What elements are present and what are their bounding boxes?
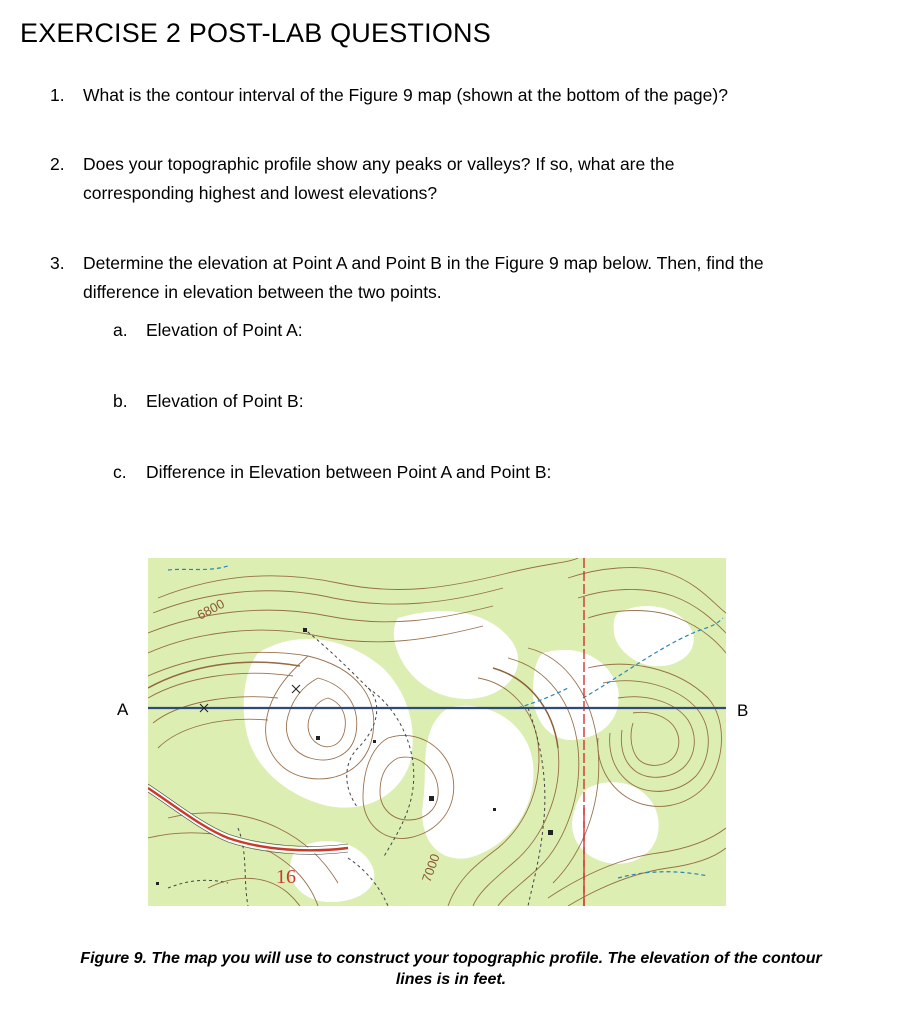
question-text-line: Does your topographic profile show any peaks or valleys? If so, what are the bbox=[83, 154, 675, 174]
question-text-line: Determine the elevation at Point A and Point B in the Figure 9 map below. Then, find the bbox=[83, 253, 764, 273]
point-a-label: A bbox=[117, 700, 129, 719]
subquestion-b bbox=[113, 391, 304, 412]
point-b-label: B bbox=[737, 701, 749, 720]
subquestion-letter: b. bbox=[113, 391, 128, 411]
caption-line: lines is in feet. bbox=[395, 971, 507, 988]
subquestion-a bbox=[113, 320, 303, 341]
question-number: 3. bbox=[50, 253, 65, 273]
subquestion-text: Elevation of Point B: bbox=[146, 391, 304, 411]
subquestion-letter: a. bbox=[113, 320, 128, 340]
subquestion-text: Difference in Elevation between Point A and Point B: bbox=[146, 462, 552, 482]
contour-label-6800: 6800 bbox=[194, 595, 227, 623]
topographic-map bbox=[148, 558, 726, 906]
contour-label-7000: 7000 bbox=[418, 851, 443, 885]
subquestion-letter: c. bbox=[113, 462, 127, 482]
page-title: EXERCISE 2 POST-LAB QUESTIONS bbox=[20, 18, 491, 48]
road-number-label: 16 bbox=[276, 866, 296, 888]
caption-line: Figure 9. The map you will use to construct your topographic profile. The elevation of the contour bbox=[80, 950, 822, 967]
question-text-line: corresponding highest and lowest elevations? bbox=[83, 183, 438, 203]
question-number: 1. bbox=[50, 85, 65, 105]
question-text-line: difference in elevation between the two points. bbox=[83, 282, 442, 302]
question-text: What is the contour interval of the Figure 9 map (shown at the bottom of the page)? bbox=[83, 85, 728, 105]
subquestion-c bbox=[113, 462, 551, 483]
subquestion-text: Elevation of Point A: bbox=[146, 320, 303, 340]
question-number: 2. bbox=[50, 154, 65, 174]
figure-caption bbox=[0, 948, 902, 990]
